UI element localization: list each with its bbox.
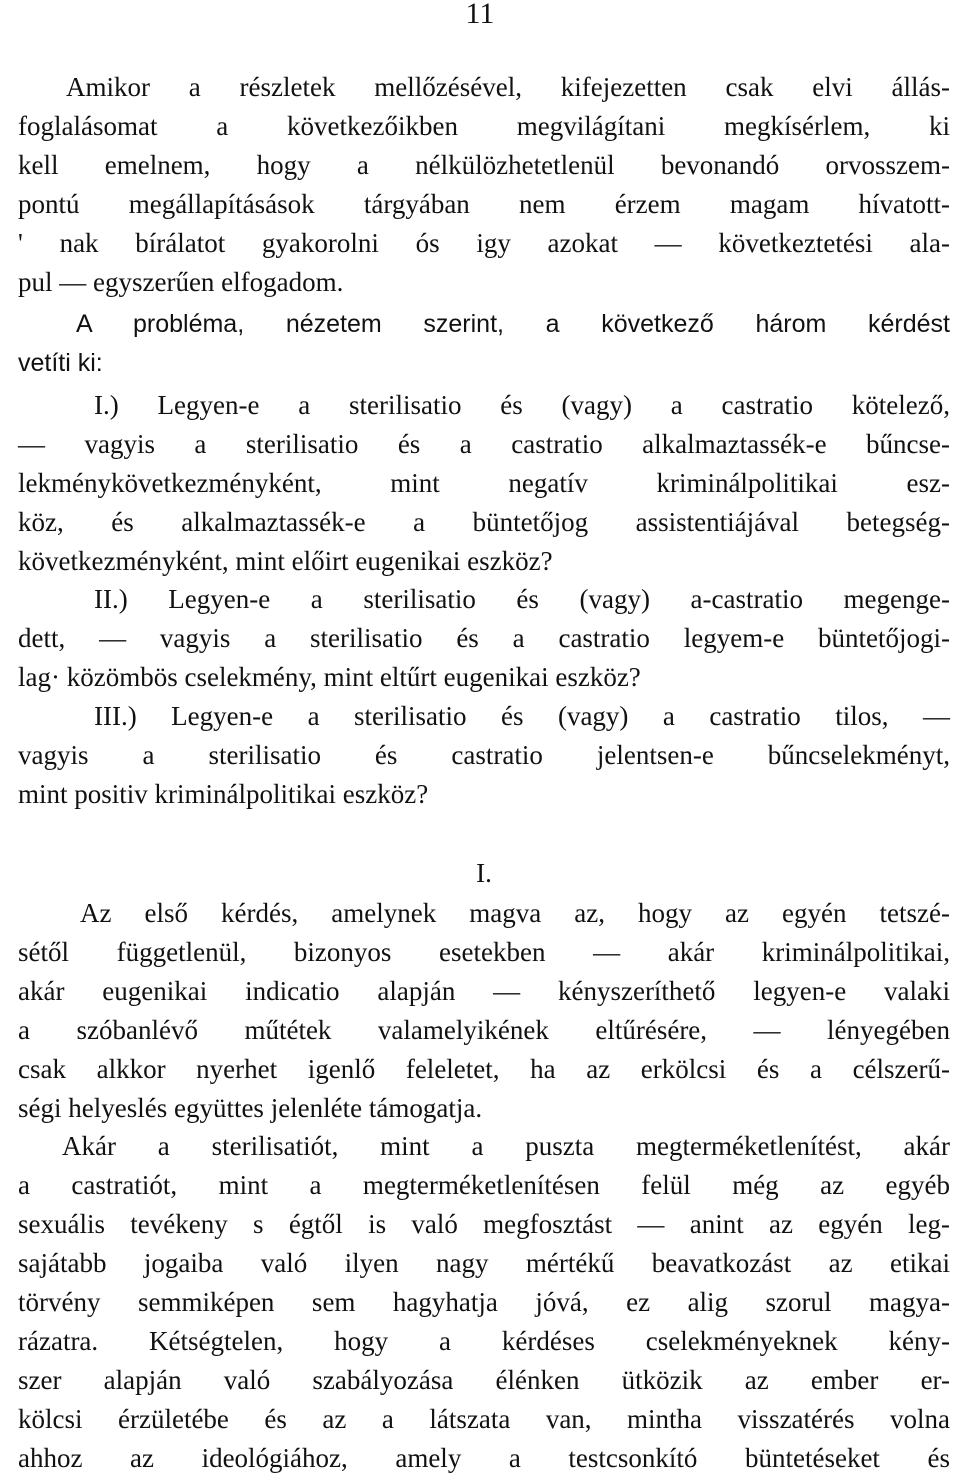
section-paragraph-1	[18, 894, 950, 1128]
text-line: pul — egyszerűen elfogadom.	[18, 267, 344, 297]
text-line: III.) Legyen-e a sterilisatio és (vagy) a castratio tilos, —	[94, 701, 950, 731]
problem-statement	[18, 305, 950, 383]
text-line: sexuális tevékeny s égtől is való megfosztást — anint az egyén leg-	[18, 1209, 950, 1239]
text-line: — vagyis a sterilisatio és a castratio alkalmaztassék-e bűncse-	[18, 429, 950, 459]
question-three	[18, 697, 950, 814]
text-line: vetíti ki:	[18, 349, 103, 377]
text-line: sétől függetlenül, bizonyos esetekben — akár kriminálpolitikai,	[18, 937, 950, 967]
question-two	[18, 580, 950, 697]
section-heading-block	[18, 854, 950, 893]
text-line: Akár a sterilisatiót, mint a puszta megterméketlenítést, akár	[62, 1131, 950, 1161]
text-line: következményként, mint előirt eugenikai eszköz?	[18, 546, 553, 576]
text-line: A probléma, nézetem szerint, a következő három kérdést	[76, 310, 950, 338]
text-line: lag· közömbös cselekmény, mint eltűrt eugenikai eszköz?	[18, 662, 641, 692]
text-line: pontú megállapításások tárgyában nem érzem magam hívatott-	[18, 189, 950, 219]
text-line: ahhoz az ideológiához, amely a testcsonkító büntetéseket és	[18, 1443, 950, 1473]
text-line: ségi helyeslés együttes jelenléte támogatja.	[18, 1093, 483, 1123]
intro-paragraph	[18, 68, 950, 302]
text-line: vagyis a sterilisatio és castratio jelentsen-e bűncselekményt,	[18, 740, 950, 770]
text-line: I.) Legyen-e a sterilisatio és (vagy) a castratio kötelező,	[94, 390, 950, 420]
section-heading: I.	[476, 858, 492, 888]
text-line: ' nak bírálatot gyakorolni ós igy azokat — következtetési ala-	[18, 228, 950, 258]
text-line: csak alkkor nyerhet igenlő feleletet, ha az erkölcsi és a célszerű-	[18, 1054, 950, 1084]
text-line: rázatra. Kétségtelen, hogy a kérdéses cselekményeknek kény-	[18, 1326, 950, 1356]
page-number: 11	[465, 0, 495, 30]
text-line: Amikor a részletek mellőzésével, kifejezetten csak elvi állás-	[66, 72, 950, 102]
text-line: dett, — vagyis a sterilisatio és a castratio legyem-e büntetőjogi-	[18, 623, 950, 653]
text-line: törvény semmiképen sem hagyhatja jóvá, ez alig szorul magya-	[18, 1287, 950, 1317]
text-line: kölcsi érzületébe és az a látszata van, mintha visszatérés volna	[18, 1404, 950, 1434]
question-one	[18, 386, 950, 581]
text-line: akár eugenikai indicatio alapján — kényszeríthető legyen-e valaki	[18, 976, 950, 1006]
text-line: foglalásomat a következőikben megvilágítani megkísérlem, ki	[18, 111, 950, 141]
text-line: szer alapján való szabályozása élénken ütközik az ember er-	[18, 1365, 950, 1395]
text-line: sajátabb jogaiba való ilyen nagy mértékű beavatkozást az etikai	[18, 1248, 950, 1278]
text-line: köz, és alkalmaztassék-e a büntetőjog assistentiájával betegség-	[18, 507, 950, 537]
text-line: lekménykövetkezményként, mint negatív kriminálpolitikai esz-	[18, 468, 950, 498]
text-line: mint positiv kriminálpolitikai eszköz?	[18, 779, 429, 809]
text-line: a castratiót, mint a megterméketlenítésen felül még az egyéb	[18, 1170, 950, 1200]
text-line: II.) Legyen-e a sterilisatio és (vagy) a-castratio megenge-	[94, 584, 950, 614]
section-paragraph-2	[18, 1127, 950, 1478]
text-line: Az első kérdés, amelynek magva az, hogy az egyén tetszé-	[80, 898, 950, 928]
text-line: a szóbanlévő műtétek valamelyikének eltűrésére, — lényegében	[18, 1015, 950, 1045]
text-line: kell emelnem, hogy a nélkülözhetetlenül bevonandó orvosszem-	[18, 150, 950, 180]
